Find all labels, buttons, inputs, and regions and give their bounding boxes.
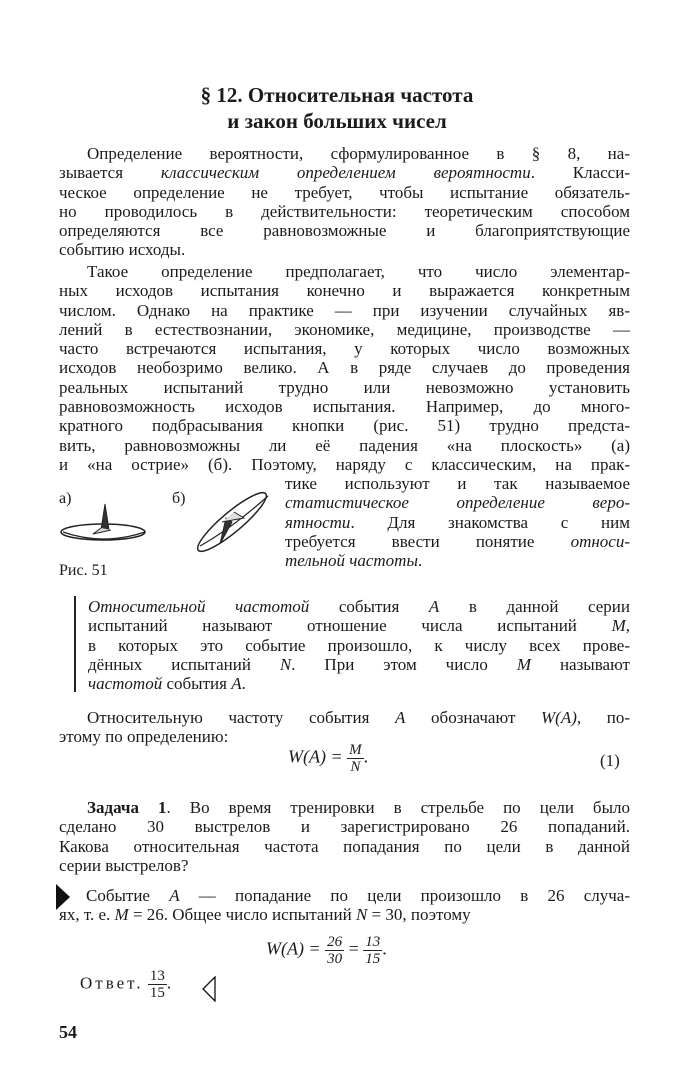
task-1: Задача 1. Во время тренировки в стрельбе по цели было сделано 30 выстрелов и зарегистрировано 26 попаданий. Какова относительная частота попадания по цели в данной серии выстрелов?	[59, 798, 630, 875]
definition-margin-bar	[74, 596, 76, 692]
equation-number: (1)	[600, 751, 620, 770]
paragraph-classical-definition: Определение вероятности, сформулированное в § 8, на- зывается классическим определением вероятности. Класси- ческое определение не требует, чтобы испытание обязатель- но проводилось в действительности: теоретическим способом определяются все равновозможные и благоприятствующие событию исходы.	[59, 144, 630, 260]
fraction-m-over-n: $\frac{M}{N}$	[349, 742, 362, 775]
solution-text: Событие A — попадание по цели произошло в 26 случа- ях, т. е. M = 26. Общее число испытаний N = 30, поэтому	[59, 886, 630, 925]
answer-label: Ответ.	[80, 973, 144, 993]
paragraph-statistical-definition: тике используют и так называемое статистическое определение веро- ятности. Для знакомства с ним требуется ввести понятие относи- тельной частоты.	[285, 474, 630, 571]
paragraph-notation: Относительную частоту события A обозначают W(A), по- этому по определению:	[59, 708, 631, 747]
formula-solution: W(A) = $\frac{26}{30}$ = $\frac{13}{15}$ .	[266, 934, 387, 967]
figure-label-a: а)	[59, 490, 72, 507]
solution-end-marker-icon	[202, 976, 216, 1002]
paragraph-practice: Такое определение предполагает, что число элементар- ных исходов испытания конечно и выражается конкретным числом. Однако на практике — при изучении случайных яв- лений в естествознании, экономике, медицине, производстве — часто встречаются испытания, у которых число возможных исходов необозримо велико. А в ряде случаев до проведения реальных испытаний трудно или невозможно установить равновозможность исходов испытания. Например, до много- кратного подбрасывания кнопки (рис. 51) трудно предста- вить, равновозможны ли её падения «на плоскость» (а) и «на острие» (б). Поэтому, наряду с классическим, на прак-	[59, 262, 630, 474]
thumbtack-flat-illustration	[55, 500, 155, 552]
answer-fraction: $\frac{13}{15}$	[149, 968, 165, 1001]
page-number: 54	[59, 1022, 77, 1042]
section-title-line-1: § 12. Относительная частота	[200, 83, 474, 107]
figure-label-b: б)	[172, 490, 186, 507]
answer-line: Ответ. $\frac{13}{15}$ .	[80, 968, 172, 1001]
definition-relative-frequency: Относительной частотой события A в данной серии испытаний называют отношение числа испытаний M, в которых это событие произошло, к числу всех прове- дённых испытаний N. При этом число M называют частотой события A.	[88, 597, 630, 694]
formula-relative-frequency: W(A) = $\frac{M}{N}$ .	[288, 742, 369, 775]
thumbtack-edge-illustration	[182, 488, 282, 558]
fraction-13-over-15: $\frac{13}{15}$	[365, 934, 381, 967]
section-title-line-2: и закон больших чисел	[227, 109, 447, 133]
fraction-26-over-30: $\frac{26}{30}$	[327, 934, 343, 967]
figure-caption: Рис. 51	[59, 562, 108, 579]
